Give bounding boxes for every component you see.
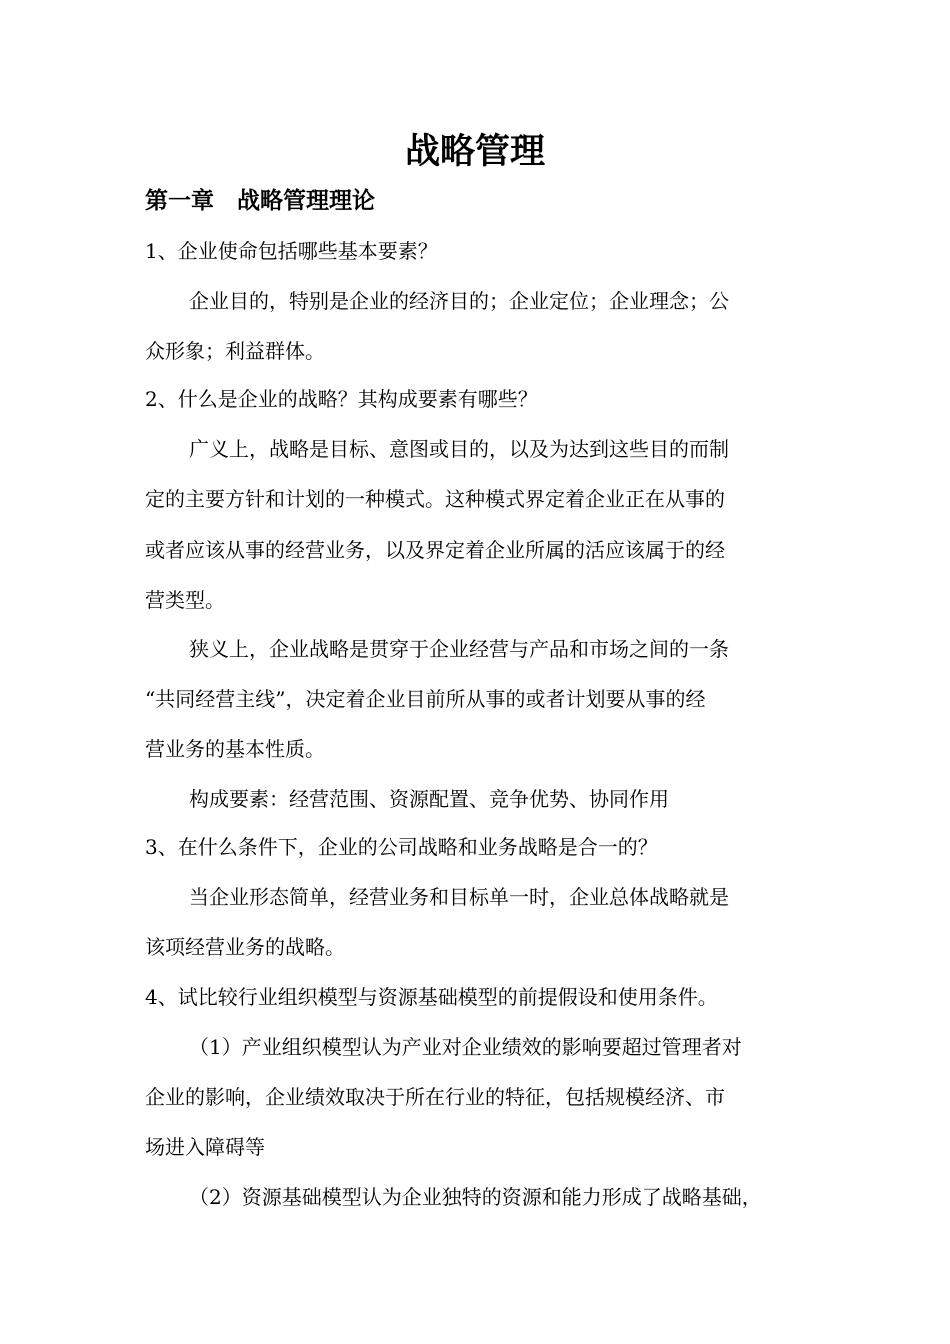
answer-line: 当企业形态简单，经营业务和目标单一时，企业总体战略就是 (189, 885, 729, 909)
question-3: 3、在什么条件下，企业的公司战略和业务战略是合一的？ (145, 835, 658, 859)
question-1: 1、企业使命包括哪些基本要素？ (145, 239, 438, 263)
answer-line: 或者应该从事的经营业务，以及界定着企业所属的活应该属于的经 (145, 538, 725, 562)
document-title: 战略管理 (404, 131, 545, 172)
answer-line: 营业务的基本性质。 (145, 737, 325, 761)
answer-line: 广义上，战略是目标、意图或目的，以及为达到这些目的而制 (189, 437, 729, 461)
answer-line: 营类型。 (145, 588, 225, 612)
answer-line: （2）资源基础模型认为企业独特的资源和能力形成了战略基础， (189, 1185, 762, 1209)
answer-line: 企业目的，特别是企业的经济目的；企业定位；企业理念；公 (189, 289, 729, 313)
answer-line: 该项经营业务的战略。 (145, 935, 345, 959)
answer-line: 众形象；利益群体。 (145, 339, 325, 363)
question-4: 4、试比较行业组织模型与资源基础模型的前提假设和使用条件。 (145, 985, 718, 1009)
answer-line: “共同经营主线”，决定着企业目前所从事的或者计划要从事的经 (145, 687, 706, 711)
chapter-heading: 第一章 战略管理理论 (145, 187, 375, 214)
answer-line: （1）产业组织模型认为产业对企业绩效的影响要超过管理者对 (189, 1035, 742, 1059)
answer-line: 企业的影响，企业绩效取决于所在行业的特征，包括规模经济、市 (145, 1085, 725, 1109)
answer-line: 狭义上，企业战略是贯穿于企业经营与产品和市场之间的一条 (189, 637, 729, 661)
answer-line: 构成要素：经营范围、资源配置、竞争优势、协同作用 (189, 787, 669, 811)
answer-line: 定的主要方针和计划的一种模式。这种模式界定着企业正在从事的 (145, 487, 725, 511)
question-2: 2、什么是企业的战略？其构成要素有哪些？ (145, 387, 538, 411)
answer-line: 场进入障碍等 (145, 1135, 265, 1159)
